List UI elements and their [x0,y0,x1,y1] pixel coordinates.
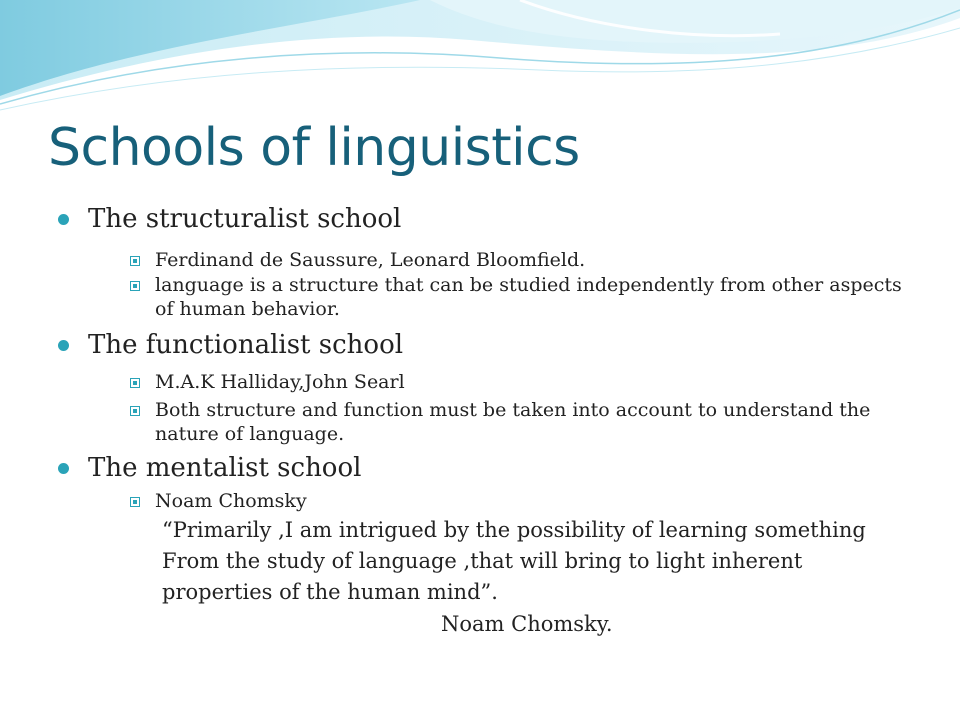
bullet-dot-icon [58,214,69,225]
list-item [130,273,910,321]
quote-attribution: Noam Chomsky. [441,612,613,636]
square-bullet-icon [130,256,140,266]
list-item-text: Noam Chomsky [155,490,307,512]
list-item [130,248,910,272]
square-bullet-icon [130,406,140,416]
bullet-dot-icon [58,463,69,474]
list-item [130,370,910,394]
quote-line: From the study of language ,that will bring to light inherent [162,549,803,573]
list-item-text: Both structure and function must be taken into account to understand the nature of language. [155,399,871,445]
square-bullet-icon [130,497,140,507]
section-heading-text: The structuralist school [88,204,402,234]
section-heading-text: The mentalist school [88,453,362,483]
list-item [130,489,910,513]
square-bullet-icon [130,378,140,388]
slide-title: Schools of linguistics [48,118,580,178]
list-item-text: Ferdinand de Saussure, Leonard Bloomfield. [155,249,586,271]
section-heading-text: The functionalist school [88,330,404,360]
list-item-text: M.A.K Halliday,John Searl [155,371,405,393]
list-item [130,398,910,446]
quote-line: “Primarily ,I am intrigued by the possibility of learning something [162,518,866,542]
list-item-text: language is a structure that can be studied independently from other aspects of human behavior. [155,274,902,320]
bullet-dot-icon [58,340,69,351]
square-bullet-icon [130,281,140,291]
quote-line: properties of the human mind”. [162,580,498,604]
